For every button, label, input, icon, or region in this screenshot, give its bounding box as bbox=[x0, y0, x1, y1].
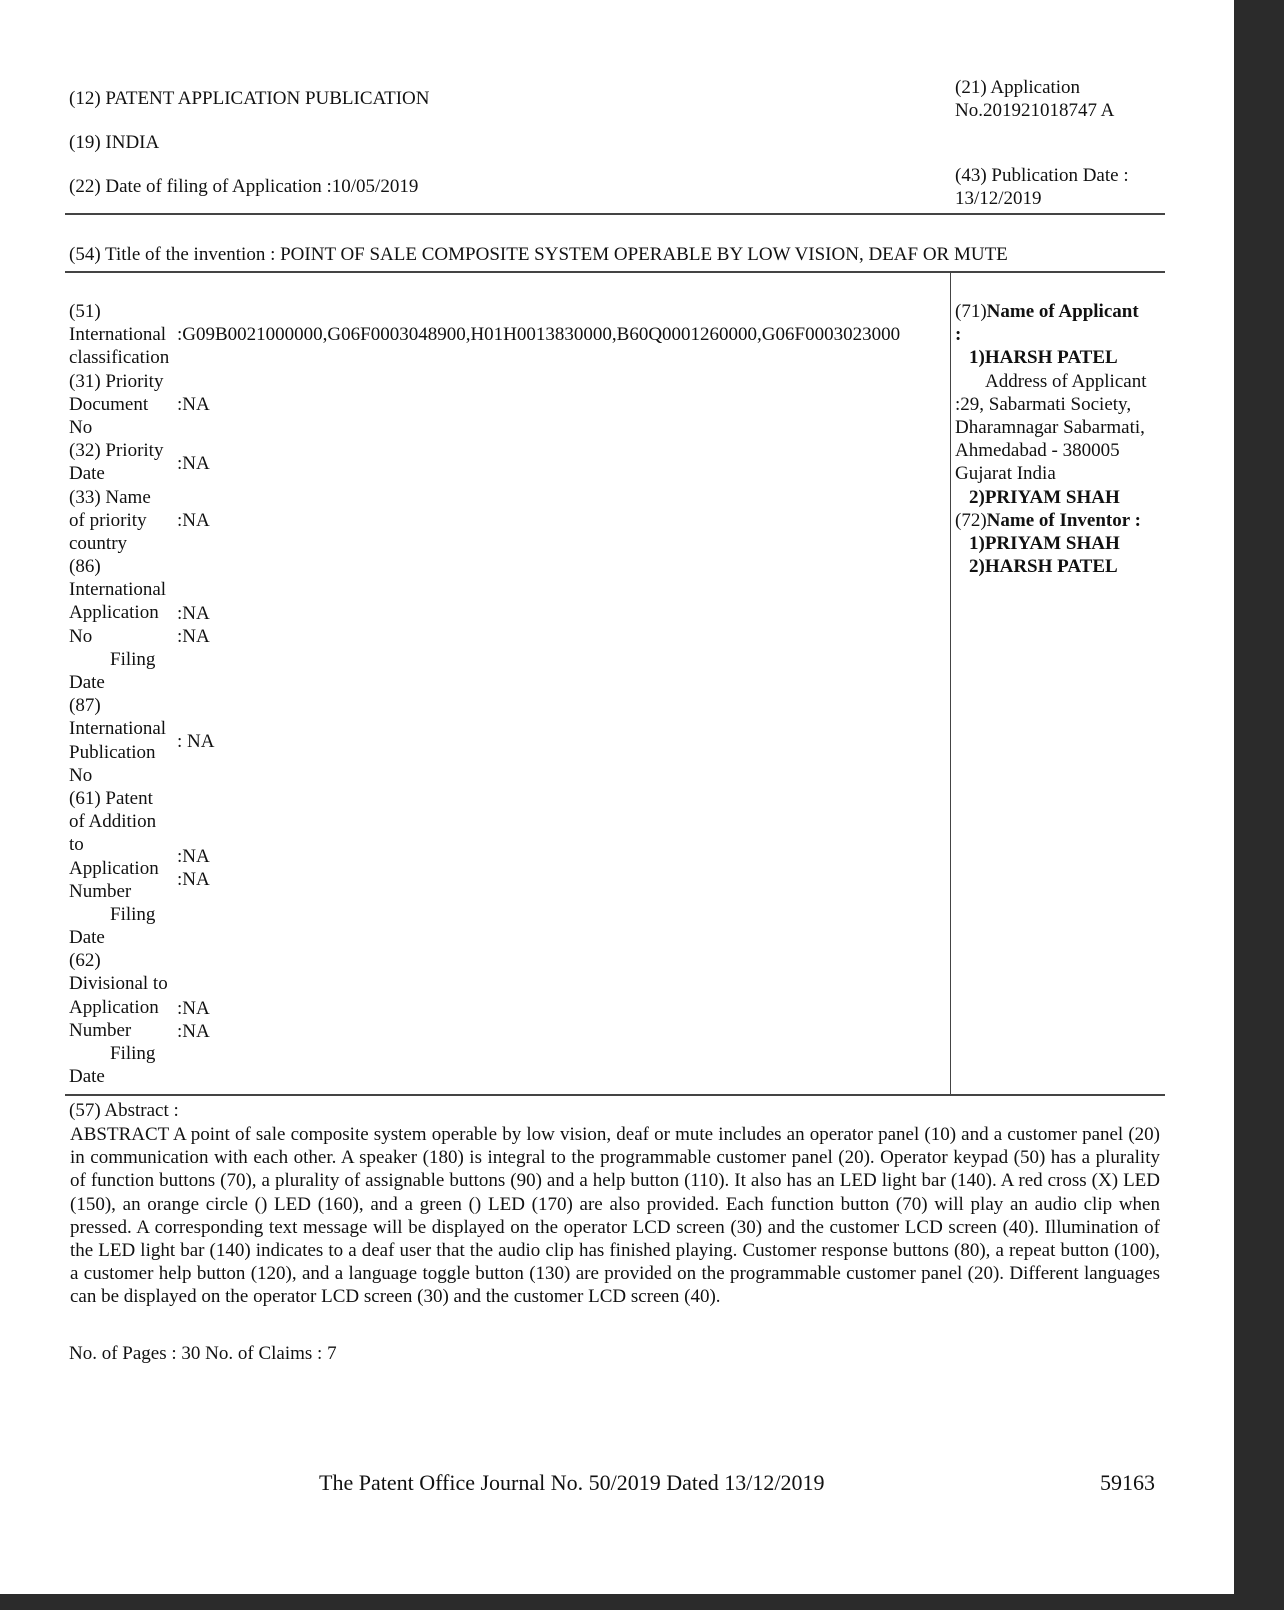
applicant-1: 1)HARSH PATEL bbox=[969, 347, 1118, 369]
field-61-d: Application bbox=[69, 857, 159, 879]
inventor-heading: (72)Name of Inventor : bbox=[955, 509, 1141, 531]
address-label: Address of Applicant bbox=[985, 370, 1147, 392]
application-no-label: (21) Application bbox=[955, 77, 1081, 98]
applicant-2: 2)PRIYAM SHAH bbox=[969, 486, 1120, 508]
intl-filing-date-value: :NA bbox=[177, 626, 210, 647]
field-86-e: Filing bbox=[110, 648, 156, 670]
field-51-intl: International bbox=[69, 324, 167, 346]
pages-claims: No. of Pages : 30 No. of Claims : 7 bbox=[69, 1343, 337, 1364]
abstract-divider bbox=[65, 1094, 1165, 1096]
intl-publication-value: : NA bbox=[177, 731, 215, 752]
field-61-b: of Addition bbox=[69, 811, 157, 833]
field-33-a: (33) Name bbox=[69, 486, 151, 508]
field-51-code: (51) bbox=[69, 301, 101, 322]
field-62-b: Divisional to bbox=[69, 973, 168, 995]
applicant-colon: : bbox=[955, 324, 962, 346]
address-line-2: Dharamnagar Sabarmati, bbox=[955, 416, 1145, 438]
address-line-4: Gujarat India bbox=[955, 463, 1056, 485]
priority-date-value: :NA bbox=[177, 453, 210, 474]
page-number: 59163 bbox=[1100, 1470, 1155, 1495]
scan-edge-right bbox=[1234, 0, 1284, 1610]
field-32-a: (32) Priority bbox=[69, 440, 164, 462]
addition-filing-date-value: :NA bbox=[177, 869, 210, 890]
intl-application-value: :NA bbox=[177, 603, 210, 624]
scan-edge-bottom bbox=[0, 1594, 1284, 1610]
field-31-a: (31) Priority bbox=[69, 370, 164, 392]
applicant-inventor-block bbox=[955, 300, 1146, 578]
invention-title: (54) Title of the invention : POINT OF SALE COMPOSITE SYSTEM OPERABLE BY LOW VISION, DEAF OR MUTE bbox=[69, 244, 1008, 265]
classification-value: :G09B0021000000,G06F0003048900,H01H0013830000,B60Q0001260000,G06F0003023000 bbox=[177, 324, 901, 345]
field-87-a: (87) bbox=[69, 695, 101, 717]
publication-type: (12) PATENT APPLICATION PUBLICATION bbox=[69, 88, 430, 109]
addition-application-value: :NA bbox=[177, 846, 210, 867]
publication-date-label: (43) Publication Date : bbox=[955, 165, 1129, 186]
header-divider bbox=[65, 213, 1165, 215]
field-86-c: Application bbox=[69, 602, 159, 624]
application-no-value: No.201921018747 A bbox=[955, 100, 1115, 121]
field-86-b: International bbox=[69, 579, 167, 601]
field-87-b: International bbox=[69, 718, 167, 740]
field-61-g: Date bbox=[69, 927, 105, 949]
field-51-class: classification bbox=[69, 347, 170, 369]
abstract-label: (57) Abstract : bbox=[69, 1100, 179, 1121]
inventor-1: 1)PRIYAM SHAH bbox=[969, 532, 1120, 554]
title-divider bbox=[65, 271, 1165, 273]
filing-date: (22) Date of filing of Application :10/05/2019 bbox=[69, 176, 419, 197]
field-61-f: Filing bbox=[110, 903, 156, 925]
field-62-d: Number bbox=[69, 1019, 132, 1041]
field-61-a: (61) Patent bbox=[69, 787, 153, 809]
field-62-a: (62) bbox=[69, 950, 101, 972]
column-divider bbox=[950, 272, 951, 1094]
field-86-a: (86) bbox=[69, 556, 101, 578]
field-62-f: Date bbox=[69, 1066, 105, 1088]
field-61-c: to bbox=[69, 834, 84, 856]
publication-date-value: 13/12/2019 bbox=[955, 188, 1042, 209]
address-line-3: Ahmedabad - 380005 bbox=[955, 440, 1120, 462]
field-32-b: Date bbox=[69, 463, 105, 485]
field-87-d: No bbox=[69, 764, 93, 786]
field-33-b: of priority bbox=[69, 509, 147, 531]
inventor-2: 2)HARSH PATEL bbox=[969, 556, 1118, 578]
field-31-c: No bbox=[69, 416, 93, 438]
field-31-b: Document bbox=[69, 393, 149, 415]
country: (19) INDIA bbox=[69, 132, 160, 153]
bibliographic-labels bbox=[69, 300, 169, 1088]
address-line-1: :29, Sabarmati Society, bbox=[955, 393, 1132, 415]
field-61-e: Number bbox=[69, 880, 132, 902]
field-62-c: Application bbox=[69, 996, 159, 1018]
field-86-d: No bbox=[69, 625, 93, 647]
field-33-c: country bbox=[69, 532, 128, 554]
divisional-application-value: :NA bbox=[177, 998, 210, 1019]
abstract-text: ABSTRACT A point of sale composite system operable by low vision, deaf or mute includes an operator panel (10) and a customer panel (20) in communication with each other. A speaker (180) is integral to the programmable customer panel (20). Operator keypad (50) has a plurality of function buttons (70), a plurality of assignable buttons (90) and a help button (110). It also has an LED light bar (140). A red cross (X) LED (150), an orange circle () LED (160), and a green () LED (170) are also provided. Each function button (70) will play an audio clip when pressed. A corresponding text message will be displayed on the operator LCD screen (30) and the customer LCD screen (40). Illumination of the LED light bar (140) indicates to a deaf user that the audio clip has finished playing. Customer response buttons (80), a repeat button (100), a customer help button (120), and a language toggle button (130) are provided on the programmable customer panel (20). Different languages can be displayed on the operator LCD screen (30) and the customer LCD screen (40). bbox=[70, 1124, 1160, 1308]
priority-country-value: :NA bbox=[177, 510, 210, 531]
divisional-filing-date-value: :NA bbox=[177, 1021, 210, 1042]
journal-footer: The Patent Office Journal No. 50/2019 Dated 13/12/2019 bbox=[319, 1470, 825, 1495]
field-86-f: Date bbox=[69, 672, 105, 693]
field-62-e: Filing bbox=[110, 1043, 156, 1064]
field-87-c: Publication bbox=[69, 741, 156, 763]
priority-document-value: :NA bbox=[177, 394, 210, 415]
applicant-heading: (71)Name of Applicant bbox=[955, 301, 1139, 322]
